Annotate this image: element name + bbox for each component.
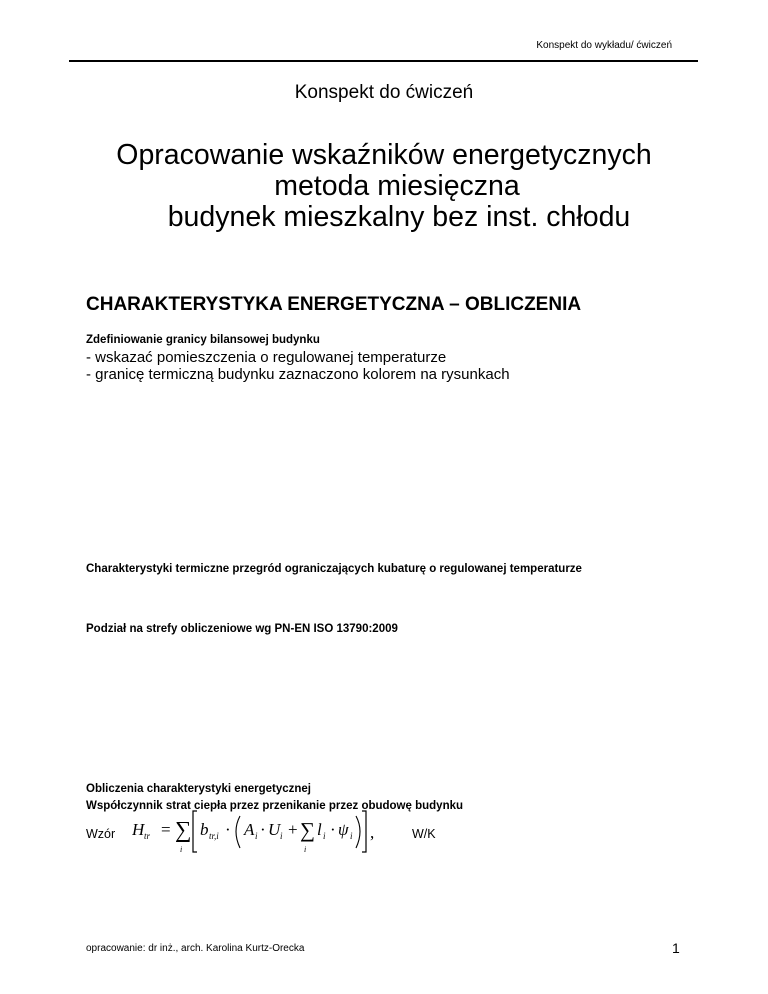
formula-A: A [244, 820, 255, 839]
page-number: 1 [672, 940, 680, 956]
formula-psi-sub: i [350, 831, 353, 841]
formula-left-paren [236, 816, 240, 848]
formula-comma: , [370, 823, 375, 842]
formula-equals: = [161, 820, 171, 839]
formula-right-bracket [362, 811, 366, 852]
zones-heading: Podział na strefy obliczeniowe wg PN-EN ISO 13790:2009 [86, 623, 398, 635]
formula-label: Wzór [86, 827, 116, 841]
formula-psi: ψ [338, 820, 349, 839]
formula-sum-2-index: i [304, 845, 307, 854]
formula-dot-1: · [225, 820, 231, 839]
formula-right-paren [356, 816, 360, 848]
header-text: Konspekt do wykładu/ ćwiczeń [536, 40, 672, 51]
formula-dot-3: · [330, 820, 336, 839]
boundary-item-2: - granicę termiczną budynku zaznaczono kolorem na rysunkach [86, 366, 510, 383]
title-line-3: budynek mieszkalny bez inst. chłodu [167, 201, 631, 233]
formula-H-sub: tr [144, 831, 151, 841]
formula-plus: + [288, 820, 298, 839]
heat-loss-formula [132, 808, 382, 856]
section-heading: CHARAKTERYSTYKA ENERGETYCZNA – OBLICZENIA [86, 294, 582, 315]
formula-b: b [200, 820, 209, 839]
footer-author: opracowanie: dr inż., arch. Karolina Kurtz-Orecka [86, 943, 305, 954]
formula-l-sub: i [323, 831, 326, 841]
calc-heading: Obliczenia charakterystyki energetycznej [86, 783, 311, 795]
document-subtitle: Konspekt do ćwiczeń [294, 82, 474, 103]
boundary-heading: Zdefiniowanie granicy bilansowej budynku [86, 334, 320, 346]
header-rule [69, 60, 698, 62]
title-line-1: Opracowanie wskaźników energetycznych [116, 139, 652, 171]
title-line-2: metoda miesięczna [274, 170, 520, 202]
formula-A-sub: i [255, 831, 258, 841]
formula-l: l [317, 820, 322, 839]
boundary-item-1: - wskazać pomieszczenia o regulowanej temperaturze [86, 349, 447, 366]
formula-b-sub: tr,i [209, 831, 219, 841]
formula-sum-1-index: i [180, 845, 183, 854]
calc-subheading: Współczynnik strat ciepła przez przenikanie przez obudowę budynku [86, 800, 464, 812]
formula-H: H [132, 820, 145, 839]
formula-unit: W/K [412, 827, 436, 841]
formula-U-sub: i [280, 831, 283, 841]
thermal-heading: Charakterystyki termiczne przegród ograniczających kubaturę o regulowanej temperaturze [86, 563, 582, 575]
formula-dot-2: · [260, 820, 266, 839]
formula-left-bracket [193, 811, 197, 852]
formula-U: U [268, 820, 281, 839]
document-title [0, 140, 768, 233]
formula-sum-2: ∑ [300, 818, 315, 842]
formula-sum-1: ∑ [175, 817, 192, 842]
